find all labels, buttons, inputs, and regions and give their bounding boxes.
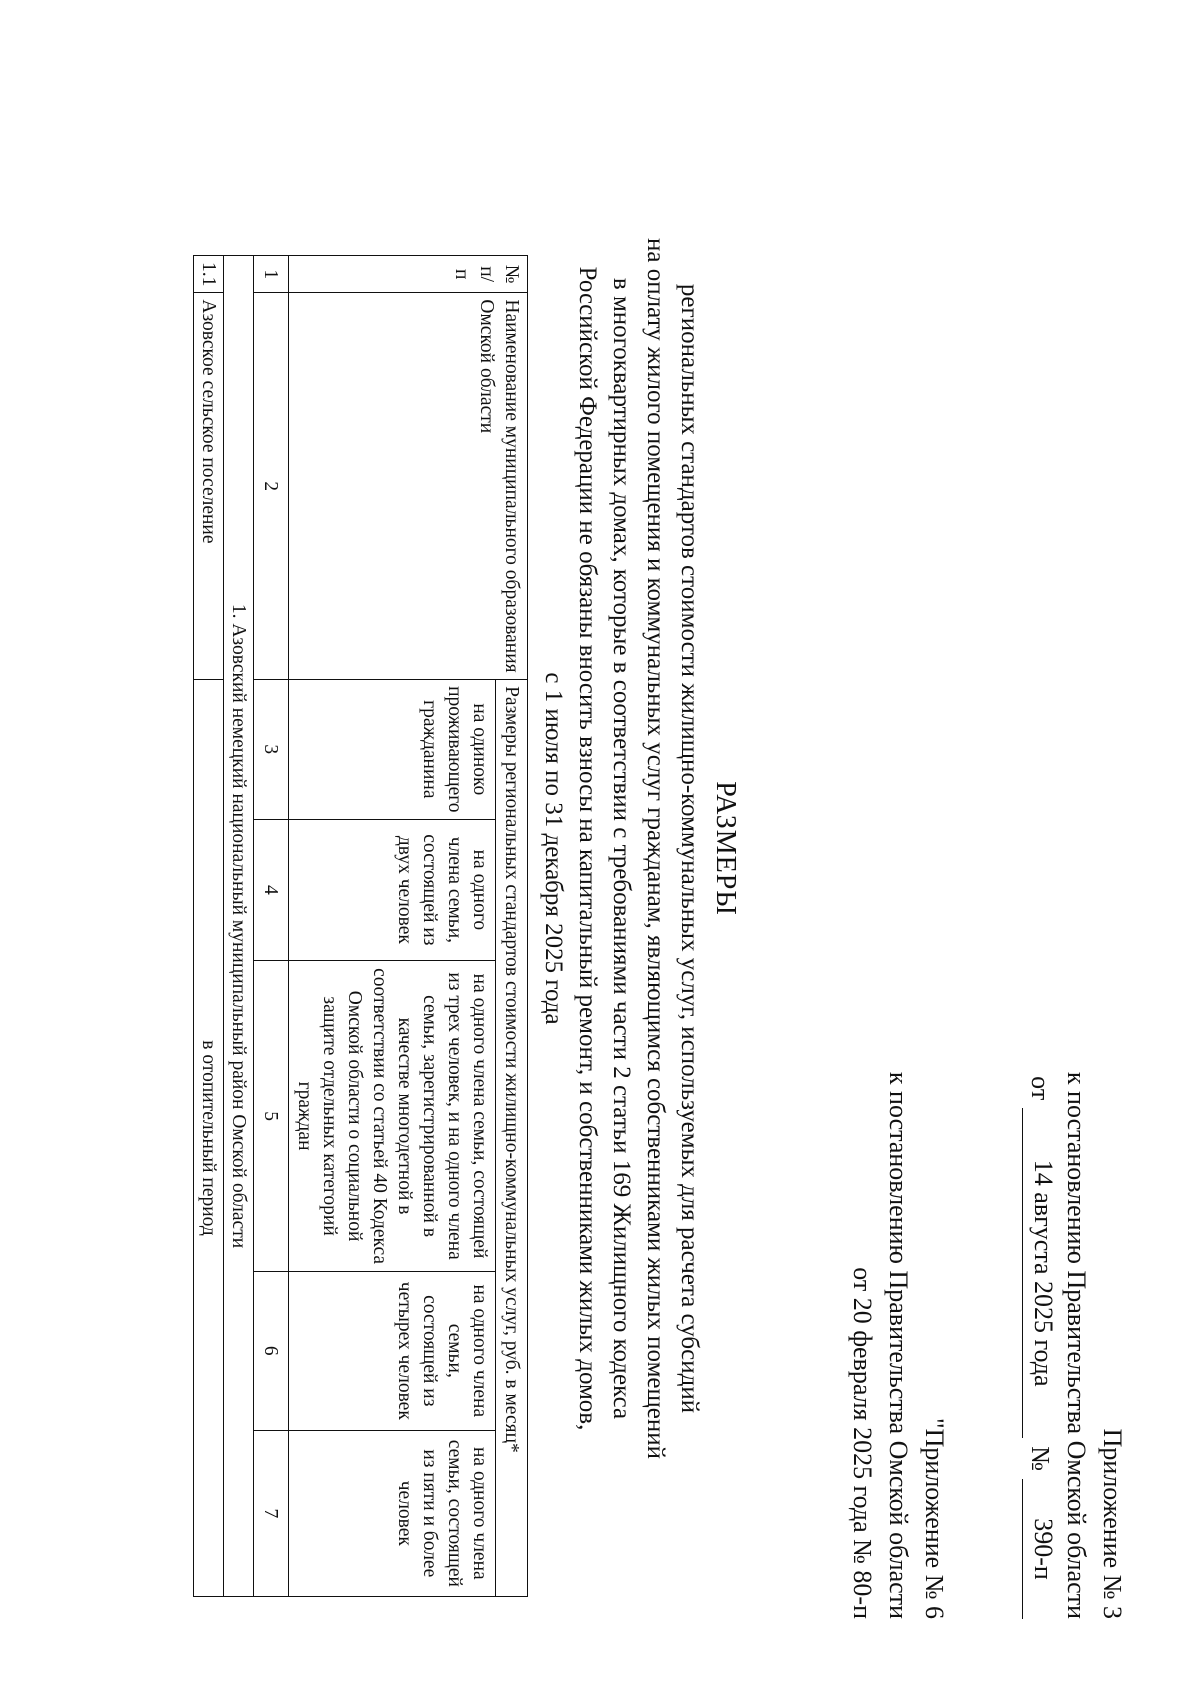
column-number: 6: [254, 1271, 289, 1430]
resolution-date: 14 августа 2025 года: [1022, 1108, 1058, 1438]
from-label: от: [1026, 1076, 1055, 1101]
row-number: 1.1: [194, 256, 224, 293]
resolution-reference: к постановлению Правительства Омской области: [1062, 1071, 1091, 1619]
title-line-3: в многоквартирных домах, которые в соответствии с требованиями части 2 статьи 169 Жилищного кодекса: [608, 277, 635, 1420]
resolution-date-line: [1022, 1072, 1058, 1619]
title-line-2: на оплату жилого помещения и коммунальных услуг гражданам, являющимся собственниками жилых помещений: [642, 238, 669, 1459]
document-title: [536, 0, 742, 1697]
header-standards-group: Размеры региональных стандартов стоимости жилищно-коммунальных услуг, руб. в месяц*: [496, 680, 528, 1597]
title-line-4: Российской Федерации не обязаны вносить взносы на капитальный ремонт, и собственниками жилых домов,: [574, 266, 601, 1431]
previous-appendix-header: [844, 1072, 952, 1619]
number-label: №: [1026, 1446, 1055, 1471]
header-municipality: Наименование муниципального образования Омской области: [289, 293, 528, 680]
title-line-1: региональных стандартов стоимости жилищно-коммунальных услуг, используемых для расчета субсидий: [676, 283, 703, 1414]
title-line-5: с 1 июля по 31 декабря 2025 года: [540, 672, 567, 1025]
subheader-single: на одиноко проживающего гражданина: [289, 680, 496, 819]
previous-resolution-date: от 20 февраля 2025 года № 80-п: [848, 1267, 877, 1619]
appendix-header: [1022, 1072, 1130, 1619]
appendix-number: Приложение № 3: [1098, 1428, 1127, 1619]
column-number: 7: [254, 1430, 289, 1596]
column-number: 4: [254, 819, 289, 961]
subheader-four-persons: на одного члена семьи, состоящей из четырех человек: [289, 1271, 496, 1430]
table-row: [194, 256, 224, 1597]
table-header-row: [496, 256, 528, 1597]
row-municipality: Азовское сельское поселение: [194, 293, 224, 680]
column-numbers-row: [254, 256, 289, 1597]
section-row: [224, 256, 254, 1597]
resolution-number: 390-п: [1022, 1479, 1058, 1619]
subheader-five-plus-persons: на одного члена семьи, состоящей из пяти и более человек: [289, 1430, 496, 1596]
column-number: 3: [254, 680, 289, 819]
header-number: № п/п: [289, 256, 528, 293]
row-period: в отопительный период: [194, 680, 224, 1597]
previous-resolution-reference: к постановлению Правительства Омской области: [884, 1071, 913, 1619]
column-number: 2: [254, 293, 289, 680]
subheader-three-persons: на одного члена семьи, состоящей из трех человек, и на одного члена семьи, зарегистрированной в качестве многодетной в соответствии со статьей 40 Кодекса Омской области о социальной защите отдельных категорий граждан: [289, 961, 496, 1272]
column-number: 5: [254, 961, 289, 1272]
section-title: 1. Азовский немецкий национальный муниципальный район Омской области: [224, 256, 254, 1597]
column-number: 1: [254, 256, 289, 293]
previous-appendix-number: "Приложение № 6: [920, 1418, 949, 1619]
standards-table: [193, 255, 528, 1597]
title-heading: РАЗМЕРЫ: [710, 781, 741, 916]
subheader-two-persons: на одного члена семьи, состоящей из двух человек: [289, 819, 496, 961]
